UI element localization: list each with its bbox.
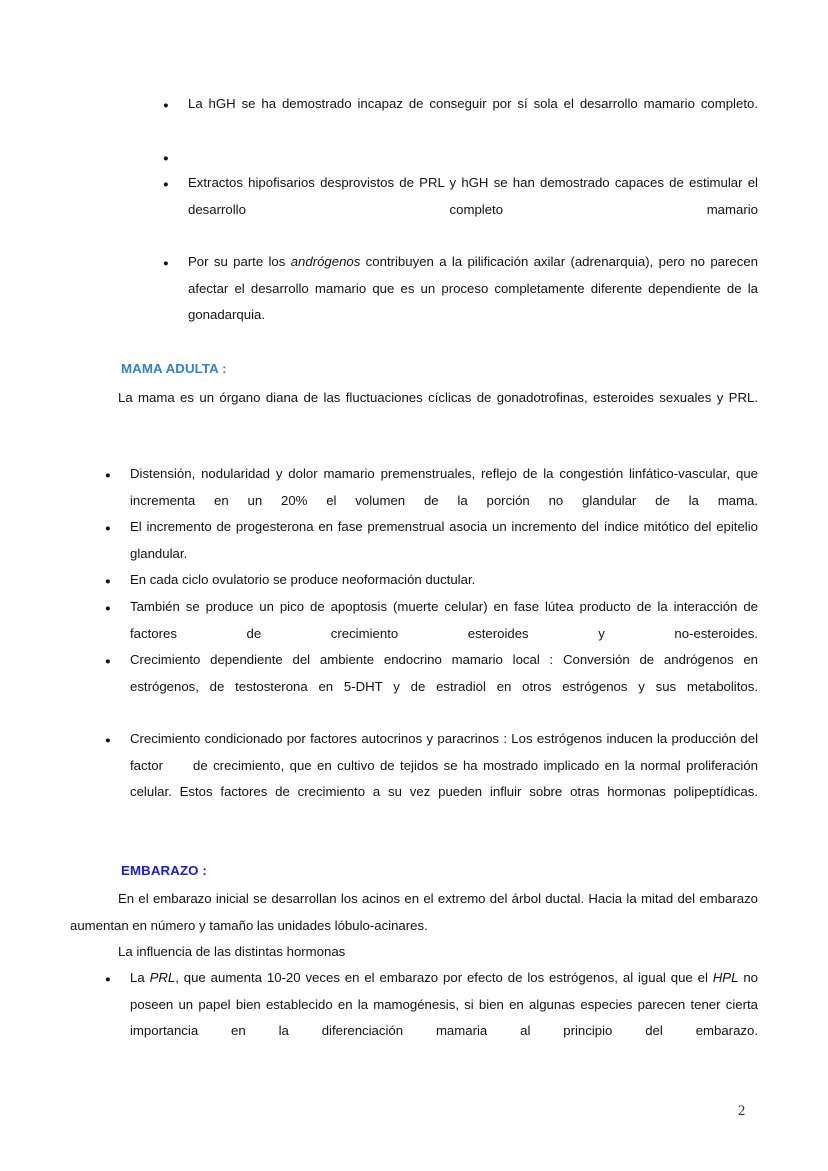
emphasis-hpl: HPL xyxy=(712,970,739,985)
section-heading-embarazo: EMBARAZO : xyxy=(121,863,207,878)
emphasis-prl: PRL xyxy=(149,970,176,985)
bullet-icon xyxy=(163,144,173,173)
list-item-text: Crecimiento dependiente del ambiente endocrino mamario local : Conversión de andrógenos en estrógenos, de testosterona en 5-DHT y de estradiol en otros estrógenos y sus metabolitos. xyxy=(130,652,758,694)
list-item-text: En cada ciclo ovulatorio se produce neoformación ductular. xyxy=(130,572,476,587)
list-item xyxy=(105,965,758,1071)
list-item-text: También se produce un pico de apoptosis (muerte celular) en fase lútea producto de la interacción de factores de crecimiento esteroides y no-esteroides. xyxy=(130,599,758,641)
bullet-icon xyxy=(105,514,115,543)
paragraph-mama-adulta-intro: La mama es un órgano diana de las fluctuaciones cíclicas de gonadotrofinas, esteroides sexuales y PRL. xyxy=(118,390,758,405)
bullet-icon xyxy=(105,594,115,623)
list-item xyxy=(163,91,758,144)
list-item xyxy=(105,726,758,832)
paragraph-embarazo-subline: La influencia de las distintas hormonas xyxy=(118,944,346,959)
list-item-text: La hGH se ha demostrado incapaz de conseguir por sí sola el desarrollo mamario completo. xyxy=(188,96,758,111)
text-run: no poseen un papel bien establecido en la mamogénesis, si bien en algunas especies parecen tener cierta importancia en la diferenciación mamaria al principio del embarazo. xyxy=(130,970,758,1039)
bullet-icon xyxy=(105,647,115,676)
list-item xyxy=(163,249,758,355)
list-item-text: Distensión, nodularidad y dolor mamario premenstruales, reflejo de la congestión linfático-vascular, que incrementa en un 20% el volumen de la porción no glandular de la mama. xyxy=(130,466,758,508)
paragraph-embarazo-intro: En el embarazo inicial se desarrollan los acinos en el extremo del árbol ductal. Hacia la mitad del embarazo aumentan en número y tamaño las unidades lóbulo-acinares. xyxy=(70,891,758,933)
bullet-icon xyxy=(163,91,173,120)
bullet-icon xyxy=(163,170,173,199)
list-item-text xyxy=(130,965,758,1071)
text-run: Crecimiento condicionado por factores autocrinos y paracrinos : Los estrógenos inducen la producción del factor xyxy=(130,731,758,773)
bullet-icon xyxy=(105,567,115,596)
list-item xyxy=(163,170,758,250)
bullet-icon xyxy=(105,461,115,490)
list-item-text xyxy=(130,726,758,832)
bullet-icon xyxy=(105,965,115,994)
bullet-icon xyxy=(163,249,173,278)
text-run: La xyxy=(130,970,150,985)
text-run: contribuyen a la pilificación axilar (adrenarquia), pero no parecen afectar el desarrollo mamario que es un proceso completamente diferente dependiente de la gonadarquia. xyxy=(188,254,758,323)
list-item xyxy=(105,647,758,727)
page-number: 2 xyxy=(738,1103,746,1119)
list-item xyxy=(105,567,758,594)
list-item-text: El incremento de progesterona en fase premenstrual asocia un incremento del índice mitótico del epitelio glandular. xyxy=(130,519,758,561)
text-run: de crecimiento, que en cultivo de tejidos se ha mostrado implicado en la normal proliferación celular. Estos factores de crecimiento a su vez pueden influir sobre otras hormonas polipeptídicas. xyxy=(130,757,758,800)
text-run: , que aumenta 10-20 veces en el embarazo por efecto de los estrógenos, al igual que el xyxy=(175,970,713,985)
list-item-text xyxy=(188,249,758,355)
text-run: Por su parte los xyxy=(188,254,291,269)
list-item-text: Extractos hipofisarios desprovistos de PRL y hGH se han demostrado capaces de estimular el desarrollo completo mamario xyxy=(188,175,758,217)
section-heading-mama-adulta: MAMA ADULTA : xyxy=(121,361,227,376)
emphasis-androgenos: andrógenos xyxy=(290,254,361,269)
bullet-icon xyxy=(105,726,115,755)
